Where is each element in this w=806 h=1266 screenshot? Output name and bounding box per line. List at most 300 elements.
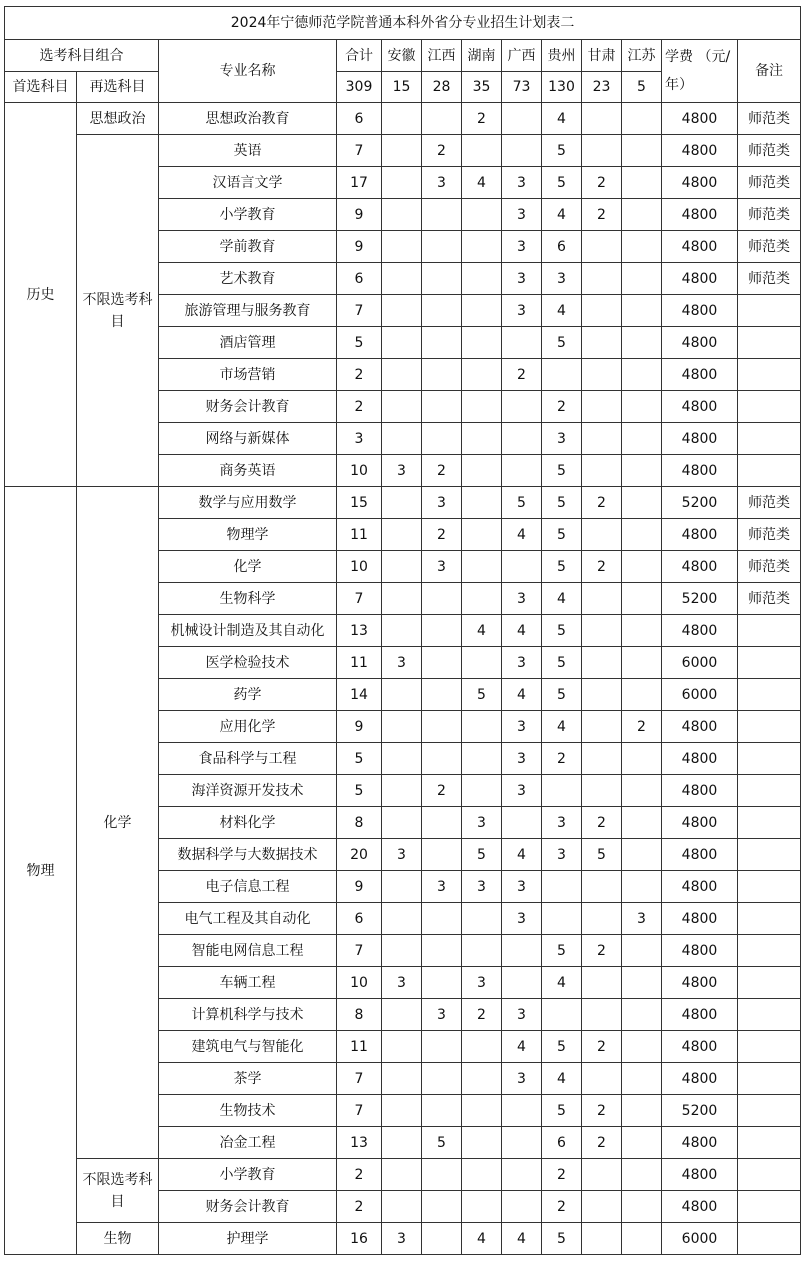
cell-total: 8: [337, 999, 382, 1031]
cell-ah: [382, 1159, 422, 1191]
cell-hn: [462, 1063, 502, 1095]
cell-gx: 3: [502, 167, 542, 199]
cell-hn: 3: [462, 967, 502, 999]
cell-gz: 5: [542, 519, 582, 551]
cell-js: 2: [622, 711, 662, 743]
cell-js: [622, 1031, 662, 1063]
cell-hn: [462, 1095, 502, 1127]
enrollment-plan-document: [4, 6, 800, 1255]
cell-note: [738, 327, 801, 359]
cell-ah: [382, 423, 422, 455]
cell-jx: 2: [422, 135, 462, 167]
cell-total: 16: [337, 1223, 382, 1255]
total-anhui: 15: [382, 72, 422, 103]
cell-gz: 5: [542, 327, 582, 359]
cell-gs: [582, 263, 622, 295]
cell-note: 师范类: [738, 263, 801, 295]
major-name: 电子信息工程: [159, 871, 337, 903]
cell-gs: [582, 359, 622, 391]
cell-hn: 2: [462, 103, 502, 135]
cell-gz: 5: [542, 551, 582, 583]
cell-ah: [382, 583, 422, 615]
cell-total: 11: [337, 647, 382, 679]
cell-note: [738, 647, 801, 679]
cell-jx: 2: [422, 455, 462, 487]
cell-fee: 6000: [662, 647, 738, 679]
cell-js: [622, 1063, 662, 1095]
cell-total: 7: [337, 935, 382, 967]
cell-gx: 2: [502, 359, 542, 391]
cell-gx: [502, 103, 542, 135]
cell-ah: [382, 231, 422, 263]
province-header-jiangxi: 江西: [422, 40, 462, 72]
major-name: 药学: [159, 679, 337, 711]
province-header-guizhou: 贵州: [542, 40, 582, 72]
cell-jx: [422, 263, 462, 295]
cell-hn: [462, 711, 502, 743]
cell-ah: 3: [382, 967, 422, 999]
cell-gz: [542, 999, 582, 1031]
cell-js: [622, 679, 662, 711]
cell-gz: 5: [542, 455, 582, 487]
cell-jx: 3: [422, 487, 462, 519]
cell-jx: [422, 743, 462, 775]
cell-gx: 3: [502, 231, 542, 263]
major-name: 生物科学: [159, 583, 337, 615]
cell-jx: 2: [422, 519, 462, 551]
major-name: 建筑电气与智能化: [159, 1031, 337, 1063]
cell-jx: [422, 1095, 462, 1127]
cell-hn: [462, 263, 502, 295]
cell-gz: 2: [542, 743, 582, 775]
major-name: 数学与应用数学: [159, 487, 337, 519]
cell-note: 师范类: [738, 199, 801, 231]
cell-fee: 4800: [662, 775, 738, 807]
cell-gz: 4: [542, 711, 582, 743]
cell-gz: 5: [542, 167, 582, 199]
cell-gz: 5: [542, 1031, 582, 1063]
total-hunan: 35: [462, 72, 502, 103]
major-name: 化学: [159, 551, 337, 583]
cell-ah: [382, 1063, 422, 1095]
first-subject-history: 历史: [5, 103, 77, 487]
cell-note: [738, 1159, 801, 1191]
cell-note: 师范类: [738, 135, 801, 167]
cell-fee: 4800: [662, 807, 738, 839]
cell-gz: 3: [542, 839, 582, 871]
cell-total: 9: [337, 231, 382, 263]
cell-note: 师范类: [738, 167, 801, 199]
cell-total: 13: [337, 1127, 382, 1159]
cell-gs: 2: [582, 935, 622, 967]
cell-note: [738, 711, 801, 743]
cell-total: 10: [337, 967, 382, 999]
cell-fee: 4800: [662, 967, 738, 999]
cell-note: 师范类: [738, 231, 801, 263]
cell-ah: [382, 295, 422, 327]
cell-ah: 3: [382, 647, 422, 679]
cell-js: [622, 743, 662, 775]
cell-hn: [462, 455, 502, 487]
cell-jx: 5: [422, 1127, 462, 1159]
cell-gs: [582, 1191, 622, 1223]
cell-gz: 4: [542, 295, 582, 327]
cell-jx: 2: [422, 775, 462, 807]
cell-total: 3: [337, 423, 382, 455]
total-header: 合计: [337, 40, 382, 72]
cell-jx: [422, 647, 462, 679]
cell-gs: 2: [582, 551, 622, 583]
cell-fee: 4800: [662, 519, 738, 551]
cell-fee: 4800: [662, 135, 738, 167]
cell-total: 10: [337, 551, 382, 583]
cell-gz: 5: [542, 1095, 582, 1127]
cell-total: 2: [337, 359, 382, 391]
cell-note: [738, 423, 801, 455]
cell-jx: [422, 935, 462, 967]
cell-gx: 4: [502, 519, 542, 551]
major-name: 海洋资源开发技术: [159, 775, 337, 807]
cell-fee: 4800: [662, 263, 738, 295]
province-header-guangxi: 广西: [502, 40, 542, 72]
cell-fee: 4800: [662, 295, 738, 327]
cell-ah: [382, 327, 422, 359]
cell-ah: 3: [382, 839, 422, 871]
cell-js: [622, 1223, 662, 1255]
cell-gs: [582, 711, 622, 743]
major-name: 食品科学与工程: [159, 743, 337, 775]
cell-gz: 5: [542, 487, 582, 519]
cell-js: [622, 1127, 662, 1159]
cell-js: [622, 967, 662, 999]
major-name: 英语: [159, 135, 337, 167]
cell-js: [622, 615, 662, 647]
cell-total: 9: [337, 711, 382, 743]
cell-js: [622, 135, 662, 167]
cell-gz: 3: [542, 263, 582, 295]
second-subject-chemistry: 化学: [77, 487, 159, 1159]
cell-fee: 4800: [662, 551, 738, 583]
cell-note: [738, 1127, 801, 1159]
cell-total: 5: [337, 327, 382, 359]
cell-note: [738, 1095, 801, 1127]
cell-total: 6: [337, 903, 382, 935]
major-name: 小学教育: [159, 199, 337, 231]
cell-gs: 2: [582, 1127, 622, 1159]
cell-gx: [502, 1159, 542, 1191]
cell-gz: 4: [542, 583, 582, 615]
cell-total: 7: [337, 135, 382, 167]
major-header: 专业名称: [159, 40, 337, 103]
cell-total: 20: [337, 839, 382, 871]
cell-gs: [582, 455, 622, 487]
major-name: 材料化学: [159, 807, 337, 839]
cell-ah: 3: [382, 455, 422, 487]
cell-hn: 3: [462, 807, 502, 839]
cell-fee: 4800: [662, 1063, 738, 1095]
province-header-anhui: 安徽: [382, 40, 422, 72]
cell-jx: 3: [422, 999, 462, 1031]
cell-note: [738, 807, 801, 839]
cell-gx: 3: [502, 743, 542, 775]
cell-gz: [542, 359, 582, 391]
cell-hn: [462, 391, 502, 423]
cell-note: [738, 1031, 801, 1063]
cell-ah: [382, 999, 422, 1031]
cell-note: [738, 455, 801, 487]
cell-gs: [582, 871, 622, 903]
cell-note: 师范类: [738, 103, 801, 135]
cell-ah: [382, 1095, 422, 1127]
cell-jx: [422, 807, 462, 839]
cell-hn: [462, 135, 502, 167]
cell-total: 5: [337, 743, 382, 775]
table-title: 2024年宁德师范学院普通本科外省分专业招生计划表二: [5, 7, 801, 40]
cell-gx: [502, 967, 542, 999]
cell-ah: [382, 615, 422, 647]
cell-fee: 4800: [662, 743, 738, 775]
cell-fee: 5200: [662, 1095, 738, 1127]
cell-js: [622, 871, 662, 903]
cell-note: [738, 1191, 801, 1223]
cell-jx: 3: [422, 167, 462, 199]
cell-gx: [502, 935, 542, 967]
cell-jx: [422, 615, 462, 647]
cell-note: [738, 967, 801, 999]
cell-fee: 4800: [662, 1127, 738, 1159]
cell-jx: [422, 839, 462, 871]
cell-fee: 4800: [662, 103, 738, 135]
cell-fee: 4800: [662, 839, 738, 871]
major-name: 物理学: [159, 519, 337, 551]
cell-hn: [462, 903, 502, 935]
first-subject-header: 首选科目: [5, 72, 77, 103]
cell-gs: 5: [582, 839, 622, 871]
cell-fee: 4800: [662, 1159, 738, 1191]
cell-gs: [582, 1063, 622, 1095]
cell-total: 9: [337, 871, 382, 903]
cell-ah: [382, 1127, 422, 1159]
cell-note: [738, 359, 801, 391]
cell-hn: 4: [462, 615, 502, 647]
table-row: [5, 135, 801, 167]
cell-total: 17: [337, 167, 382, 199]
cell-gz: 4: [542, 199, 582, 231]
cell-fee: 4800: [662, 711, 738, 743]
cell-gx: 3: [502, 775, 542, 807]
cell-hn: 3: [462, 871, 502, 903]
cell-jx: [422, 679, 462, 711]
cell-fee: 6000: [662, 1223, 738, 1255]
cell-note: [738, 935, 801, 967]
total-guizhou: 130: [542, 72, 582, 103]
cell-hn: [462, 327, 502, 359]
cell-hn: 4: [462, 167, 502, 199]
cell-js: [622, 647, 662, 679]
cell-fee: 5200: [662, 487, 738, 519]
cell-total: 14: [337, 679, 382, 711]
cell-hn: [462, 1031, 502, 1063]
cell-note: 师范类: [738, 551, 801, 583]
cell-ah: [382, 487, 422, 519]
cell-note: [738, 615, 801, 647]
cell-js: [622, 583, 662, 615]
cell-note: [738, 903, 801, 935]
cell-gx: 3: [502, 295, 542, 327]
cell-fee: 4800: [662, 231, 738, 263]
cell-note: [738, 1223, 801, 1255]
cell-fee: 4800: [662, 359, 738, 391]
cell-js: [622, 231, 662, 263]
cell-gx: [502, 1191, 542, 1223]
cell-note: [738, 743, 801, 775]
cell-note: 师范类: [738, 583, 801, 615]
cell-ah: [382, 679, 422, 711]
cell-ah: [382, 1031, 422, 1063]
cell-gs: [582, 903, 622, 935]
cell-ah: [382, 743, 422, 775]
cell-js: [622, 775, 662, 807]
second-subject-biology: 生物: [77, 1223, 159, 1255]
major-name: 小学教育: [159, 1159, 337, 1191]
cell-js: [622, 487, 662, 519]
cell-gx: 3: [502, 903, 542, 935]
cell-js: [622, 167, 662, 199]
cell-total: 6: [337, 263, 382, 295]
cell-total: 6: [337, 103, 382, 135]
cell-gs: [582, 423, 622, 455]
table-row: [5, 487, 801, 519]
cell-fee: 4800: [662, 903, 738, 935]
cell-gs: [582, 679, 622, 711]
major-name: 车辆工程: [159, 967, 337, 999]
cell-ah: [382, 711, 422, 743]
cell-gs: [582, 967, 622, 999]
cell-ah: [382, 391, 422, 423]
cell-ah: [382, 871, 422, 903]
cell-gz: 2: [542, 1159, 582, 1191]
cell-gx: [502, 455, 542, 487]
cell-fee: 6000: [662, 679, 738, 711]
cell-gs: 2: [582, 807, 622, 839]
cell-js: [622, 103, 662, 135]
cell-gx: 5: [502, 487, 542, 519]
cell-jx: [422, 1159, 462, 1191]
second-subject-header: 再选科目: [77, 72, 159, 103]
cell-jx: [422, 967, 462, 999]
total-guangxi: 73: [502, 72, 542, 103]
cell-ah: 3: [382, 1223, 422, 1255]
cell-gs: [582, 999, 622, 1031]
cell-gz: 6: [542, 231, 582, 263]
cell-gs: [582, 647, 622, 679]
cell-ah: [382, 519, 422, 551]
cell-ah: [382, 935, 422, 967]
cell-hn: [462, 551, 502, 583]
cell-gx: 4: [502, 679, 542, 711]
table-row: [5, 103, 801, 135]
cell-ah: [382, 167, 422, 199]
cell-fee: 4800: [662, 423, 738, 455]
cell-gx: 3: [502, 1063, 542, 1095]
cell-gs: [582, 1159, 622, 1191]
major-name: 网络与新媒体: [159, 423, 337, 455]
cell-gx: 3: [502, 647, 542, 679]
cell-gz: 3: [542, 807, 582, 839]
province-header-hunan: 湖南: [462, 40, 502, 72]
cell-gz: 5: [542, 935, 582, 967]
cell-total: 15: [337, 487, 382, 519]
cell-fee: 4800: [662, 199, 738, 231]
cell-total: 7: [337, 583, 382, 615]
cell-hn: [462, 647, 502, 679]
cell-gs: [582, 743, 622, 775]
cell-fee: 4800: [662, 1191, 738, 1223]
cell-note: [738, 999, 801, 1031]
major-name: 财务会计教育: [159, 1191, 337, 1223]
second-subject-unrestricted: 不限选考科目: [77, 1159, 159, 1223]
cell-js: [622, 391, 662, 423]
cell-gz: 2: [542, 391, 582, 423]
cell-jx: [422, 1191, 462, 1223]
cell-gx: [502, 1127, 542, 1159]
cell-hn: [462, 743, 502, 775]
cell-gx: [502, 423, 542, 455]
cell-js: [622, 999, 662, 1031]
major-name: 生物技术: [159, 1095, 337, 1127]
cell-ah: [382, 807, 422, 839]
cell-ah: [382, 263, 422, 295]
major-name: 机械设计制造及其自动化: [159, 615, 337, 647]
cell-js: [622, 423, 662, 455]
cell-ah: [382, 199, 422, 231]
table-row: [5, 1223, 801, 1255]
major-name: 商务英语: [159, 455, 337, 487]
cell-ah: [382, 103, 422, 135]
cell-hn: 5: [462, 839, 502, 871]
cell-total: 5: [337, 775, 382, 807]
province-header-gansu: 甘肃: [582, 40, 622, 72]
cell-hn: 4: [462, 1223, 502, 1255]
cell-total: 9: [337, 199, 382, 231]
cell-total: 11: [337, 519, 382, 551]
cell-ah: [382, 551, 422, 583]
major-name: 汉语言文学: [159, 167, 337, 199]
cell-gz: 6: [542, 1127, 582, 1159]
cell-js: [622, 839, 662, 871]
cell-gx: 4: [502, 1031, 542, 1063]
cell-fee: 5200: [662, 583, 738, 615]
cell-note: [738, 679, 801, 711]
cell-hn: [462, 487, 502, 519]
cell-gx: [502, 327, 542, 359]
cell-fee: 4800: [662, 999, 738, 1031]
cell-gx: 4: [502, 839, 542, 871]
cell-gz: 5: [542, 679, 582, 711]
cell-fee: 4800: [662, 935, 738, 967]
cell-jx: [422, 327, 462, 359]
cell-jx: [422, 423, 462, 455]
cell-jx: 3: [422, 871, 462, 903]
cell-js: [622, 1159, 662, 1191]
cell-hn: [462, 423, 502, 455]
cell-js: [622, 935, 662, 967]
cell-hn: [462, 1127, 502, 1159]
cell-hn: [462, 199, 502, 231]
major-name: 冶金工程: [159, 1127, 337, 1159]
major-name: 数据科学与大数据技术: [159, 839, 337, 871]
cell-jx: [422, 1063, 462, 1095]
